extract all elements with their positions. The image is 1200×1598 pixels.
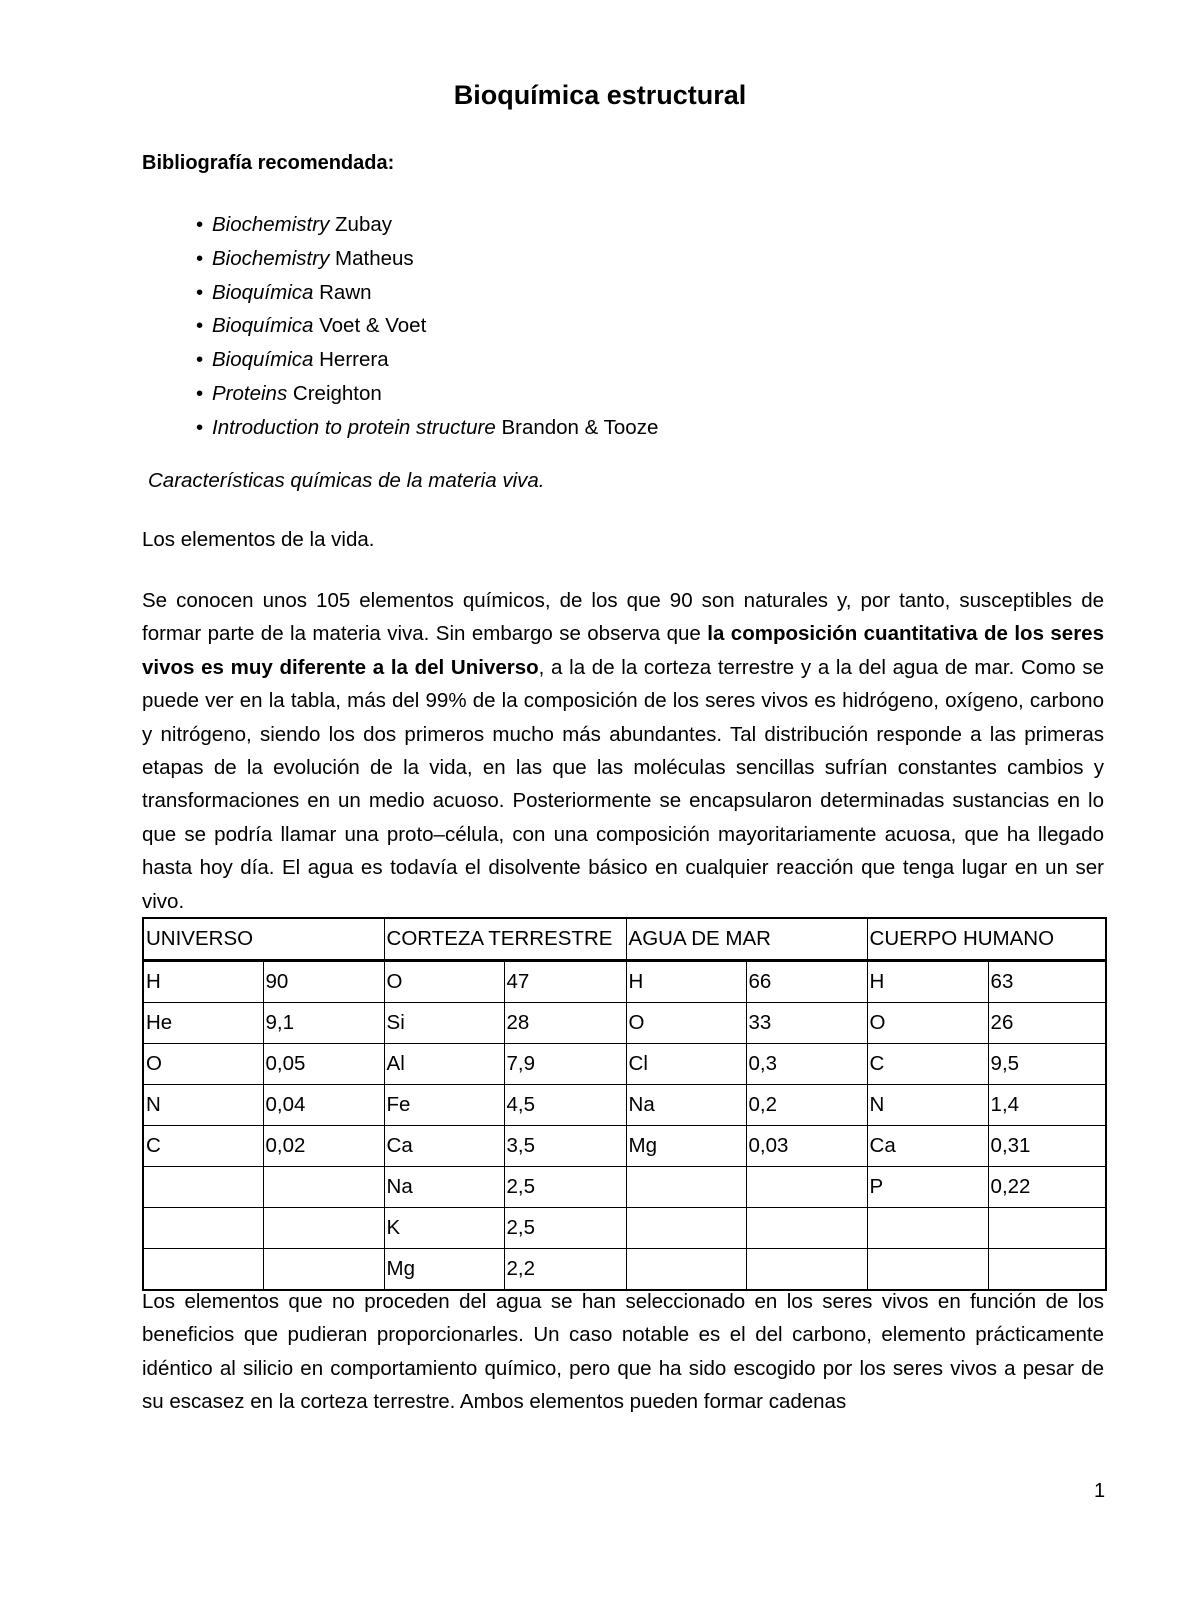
table-cell — [626, 1167, 746, 1208]
section-title: Los elementos de la vida. — [142, 528, 375, 551]
table-header-row — [143, 918, 1106, 961]
table-cell: K — [384, 1208, 504, 1249]
table-cell: 0,31 — [988, 1126, 1106, 1167]
book-title: Biochemistry — [212, 246, 330, 270]
table-cell: Mg — [384, 1249, 504, 1291]
table-cell: 63 — [988, 961, 1106, 1003]
table-cell: 3,5 — [504, 1126, 626, 1167]
table-cell — [263, 1167, 384, 1208]
table-cell: 4,5 — [504, 1085, 626, 1126]
paragraph-intro — [142, 584, 1104, 918]
book-title: Bioquímica — [212, 348, 314, 372]
book-author: Herrera — [313, 348, 389, 372]
bibliography-item — [196, 411, 658, 445]
table-cell: 9,5 — [988, 1044, 1106, 1085]
table-cell — [626, 1249, 746, 1291]
table-cell: P — [867, 1167, 988, 1208]
table-cell: 47 — [504, 961, 626, 1003]
table-header-cell: CORTEZA TERRESTRE — [384, 918, 626, 961]
table-header-cell: AGUA DE MAR — [626, 918, 867, 961]
table-cell: H — [867, 961, 988, 1003]
table-cell: O — [626, 1003, 746, 1044]
table-cell: 9,1 — [263, 1003, 384, 1044]
table-cell: 0,03 — [746, 1126, 867, 1167]
table-cell: Mg — [626, 1126, 746, 1167]
table-row — [143, 1044, 1106, 1085]
table-cell: 0,22 — [988, 1167, 1106, 1208]
table-cell — [143, 1208, 263, 1249]
book-author: Matheus — [329, 246, 414, 270]
table-row — [143, 1249, 1106, 1291]
table-cell: H — [143, 961, 263, 1003]
bibliography-heading: Bibliografía recomendada: — [142, 152, 395, 174]
table-cell — [746, 1167, 867, 1208]
table-cell: N — [867, 1085, 988, 1126]
table-cell: 7,9 — [504, 1044, 626, 1085]
book-title: Biochemistry — [212, 213, 330, 236]
paragraph-carbon: Los elementos que no proceden del agua se han seleccionado en los seres vivos en función de los beneficios que pudieran proporcionarles. Un caso notable es el del carbono, elemento prácticamente idéntico al silicio en comportamiento químico, pero que ha sido escogido por los seres vivos a pesar de su escasez en la corteza terrestre. Ambos elementos pueden formar cadenas — [142, 1290, 1104, 1414]
table-cell — [626, 1208, 746, 1249]
table-cell: 0,04 — [263, 1085, 384, 1126]
table-row — [143, 1003, 1106, 1044]
table-cell: C — [867, 1044, 988, 1085]
table-row — [143, 1126, 1106, 1167]
table-cell: 28 — [504, 1003, 626, 1044]
table-cell: N — [143, 1085, 263, 1126]
table-cell: 90 — [263, 961, 384, 1003]
section-subtitle: Características químicas de la materia viva. — [148, 469, 545, 492]
table-cell: Ca — [384, 1126, 504, 1167]
table-cell: 33 — [746, 1003, 867, 1044]
bibliography-item — [196, 242, 658, 276]
table-cell — [263, 1208, 384, 1249]
table-cell: 2,5 — [504, 1208, 626, 1249]
book-title: Introduction to protein structure — [212, 415, 496, 439]
book-title: Bioquímica — [212, 280, 314, 304]
book-author: Brandon & Tooze — [495, 415, 659, 439]
table-cell: 0,02 — [263, 1126, 384, 1167]
page-title: Bioquímica estructural — [453, 80, 747, 110]
table-cell: H — [626, 961, 746, 1003]
bibliography-item — [196, 377, 658, 411]
paragraph-text: Se conocen unos 105 elementos químicos, de los que 90 son naturales y, por tanto, susceptibles de formar parte de la materia viva. Sin embargo se observa que — [142, 589, 1104, 646]
table-cell: 0,05 — [263, 1044, 384, 1085]
table-cell: 2,5 — [504, 1167, 626, 1208]
table-header-cell: CUERPO HUMANO — [867, 918, 1106, 961]
bibliography-item — [196, 309, 658, 343]
table-cell — [263, 1249, 384, 1291]
table-cell: C — [143, 1126, 263, 1167]
bibliography-item — [196, 343, 658, 377]
book-author: Rawn — [313, 280, 372, 304]
book-title: Bioquímica — [212, 314, 314, 338]
table-cell: O — [384, 961, 504, 1003]
table-cell: 1,4 — [988, 1085, 1106, 1126]
table-cell: Al — [384, 1044, 504, 1085]
table-cell: 26 — [988, 1003, 1106, 1044]
bibliography-item — [196, 208, 658, 242]
table-row — [143, 1085, 1106, 1126]
paragraph-bold-text: la composición cuantitativa de los seres vivos es muy diferente a la del Universo — [142, 622, 1104, 679]
table-cell: 66 — [746, 961, 867, 1003]
table-cell — [746, 1208, 867, 1249]
table-cell — [988, 1208, 1106, 1249]
table-cell: Ca — [867, 1126, 988, 1167]
table-cell: Na — [384, 1167, 504, 1208]
element-composition-table — [142, 917, 1107, 1291]
table-row — [143, 1167, 1106, 1208]
table-cell — [867, 1249, 988, 1291]
table-header-cell: UNIVERSO — [143, 918, 384, 961]
bibliography-list — [196, 208, 658, 445]
table-cell: O — [143, 1044, 263, 1085]
table-cell: Si — [384, 1003, 504, 1044]
table-row — [143, 1208, 1106, 1249]
table-cell: Cl — [626, 1044, 746, 1085]
bibliography-item — [196, 276, 658, 310]
table-cell: Na — [626, 1085, 746, 1126]
table-cell — [867, 1208, 988, 1249]
table-cell: 2,2 — [504, 1249, 626, 1291]
paragraph-text: , a la de la corteza terrestre y a la del agua de mar. Como se puede ver en la tabla, más del 99% de la composición de los seres vivos es hidrógeno, oxígeno, carbono y nitrógeno, siendo los dos primeros mucho más abundantes. Tal distribución responde a las primeras etapas de la evolución de la vida, en las que las moléculas sencillas sufrían constantes cambios y transformaciones en un medio acuoso. Posteriormente se encapsularon determinadas sustancias en lo que se podría llamar una proto–célula, con una composición mayoritariamente acuosa, que ha llegado hasta hoy día. El agua es todavía el disolvente básico en cualquier reacción que tenga lugar en un ser vivo. — [142, 655, 1104, 913]
book-author: Voet & Voet — [313, 314, 427, 338]
table-cell — [746, 1249, 867, 1291]
table-cell — [988, 1249, 1106, 1291]
book-author: Zubay — [329, 213, 393, 236]
table-cell: 0,3 — [746, 1044, 867, 1085]
table-cell: He — [143, 1003, 263, 1044]
table-cell — [143, 1167, 263, 1208]
table-cell — [143, 1249, 263, 1291]
table-cell: 0,2 — [746, 1085, 867, 1126]
book-author: Creighton — [287, 381, 382, 405]
table-cell: O — [867, 1003, 988, 1044]
table-row — [143, 961, 1106, 1003]
page-number: 1 — [1094, 1480, 1106, 1502]
book-title: Proteins — [212, 381, 288, 405]
table-cell: Fe — [384, 1085, 504, 1126]
